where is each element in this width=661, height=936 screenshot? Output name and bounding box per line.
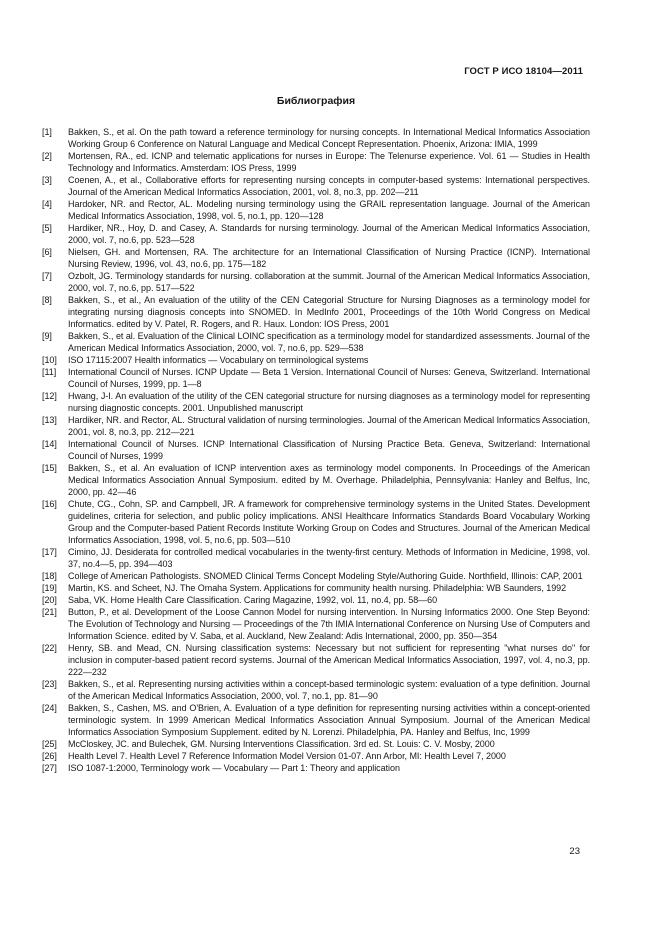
reference-number: [12] [42, 391, 57, 401]
bibliography-list [42, 126, 590, 774]
reference-number: [27] [42, 763, 57, 773]
reference-text: Bakken, S., et al. An evaluation of ICNP intervention axes as terminology model components. In Proceedings of the American Medical Informatics Association Annual Symposium. edited by M. Overhage. Philadelphia, Pennsylvania: Hanley and Belfus, Inc, 2000, pp. 42—46 [68, 463, 590, 497]
reference-text: Martin, KS. and Scheet, NJ. The Omaha System. Applications for community health nursing. Philadelphia: WB Saunders, 1992 [68, 583, 567, 593]
reference-number: [16] [42, 499, 57, 509]
reference-text: Bakken, S., et al. On the path toward a reference terminology for nursing concepts. In International Medical Informatics Association Working Group 6 Conference on Natural Language and Medical Concept Representation. Phoenix, Arizona: IMIA, 1999 [68, 127, 590, 149]
reference-number: [15] [42, 463, 57, 473]
reference-item [42, 582, 590, 594]
reference-number: [6] [42, 247, 52, 257]
reference-item [42, 330, 590, 354]
reference-item [42, 498, 590, 546]
reference-item [42, 570, 590, 582]
reference-text: Hardiker, NR. and Rector, AL. Structural validation of nursing terminologies. Journal of the American Medical Informatics Association, 2001, vol. 8, no.3, pp. 212—221 [68, 415, 590, 437]
reference-number: [9] [42, 331, 52, 341]
reference-text: International Council of Nurses. ICNP Update — Beta 1 Version. International Council of Nurses: Geneva, Switzerland. International Council of Nurses, 1999, pp. 1—8 [68, 367, 590, 389]
reference-number: [22] [42, 643, 57, 653]
reference-item [42, 738, 590, 750]
reference-item [42, 294, 590, 330]
reference-number: [24] [42, 703, 57, 713]
reference-item [42, 222, 590, 246]
reference-number: [5] [42, 223, 52, 233]
reference-text: Nielsen, GH. and Mortensen, RA. The architecture for an International Classification of Nursing Practice (ICNP). International Nursing Review, 1996, vol. 43, no.6, pp. 175—182 [68, 247, 590, 269]
reference-item [42, 390, 590, 414]
reference-item [42, 354, 590, 366]
reference-text: Bakken, S., et al. Representing nursing activities within a concept-based terminologic system: evaluation of a type definition. Journal of the American Medical Informatics Association, 2000, vol. 7, no.1, pp. 81—90 [68, 679, 590, 701]
reference-number: [1] [42, 127, 52, 137]
reference-number: [14] [42, 439, 57, 449]
reference-text: Chute, CG., Cohn, SP. and Campbell, JR. A framework for comprehensive terminology systems in the United States. Development guidelines, criteria for selection, and public policy implications. ANSI Healthcare Informatics Standards Board Vocabulary Working Group and the Computer-based Patient Records Institute Working Group on Codes and Structures. Journal of the American Medical Informatics Association, 1998, vol. 5, no.6, pp. 503—510 [68, 499, 590, 545]
reference-item [42, 414, 590, 438]
reference-number: [19] [42, 583, 57, 593]
reference-number: [17] [42, 547, 57, 557]
reference-item [42, 126, 590, 150]
reference-text: Coenen, A., et al., Collaborative efforts for representing nursing concepts in computer-based systems: International perspectives. Journal of the American Medical Informatics Association, 2001, vol. 8, no.3, pp. 202—211 [68, 175, 590, 197]
reference-text: ISO 17115:2007 Health informatics — Vocabulary on terminological systems [68, 355, 369, 365]
reference-number: [2] [42, 151, 52, 161]
page-title: Библиография [276, 95, 356, 107]
reference-item [42, 438, 590, 462]
reference-text: Ozbolt, JG. Terminology standards for nursing. collaboration at the summit. Journal of the American Medical Informatics Association, 2000, vol. 7, no.6, pp. 517—522 [68, 271, 590, 293]
reference-item [42, 750, 590, 762]
reference-text: ISO 1087-1:2000, Terminology work — Vocabulary — Part 1: Theory and application [68, 763, 400, 773]
reference-item [42, 366, 590, 390]
reference-text: International Council of Nurses. ICNP International Classification of Nursing Practice Beta. Geneva, Switzerland: International Council of Nurses, 1999 [68, 439, 590, 461]
reference-item [42, 198, 590, 222]
reference-text: Saba, VK. Home Health Care Classification. Caring Magazine, 1992, vol. 11, no.4, pp. 58—60 [68, 595, 438, 605]
reference-number: [23] [42, 679, 57, 689]
reference-number: [21] [42, 607, 57, 617]
reference-text: Health Level 7. Health Level 7 Reference Information Model Version 01-07. Ann Arbor, MI: Health Level 7, 2000 [68, 751, 506, 761]
reference-text: Hardoker, NR. and Rector, AL. Modeling nursing terminology using the GRAIL representation language. Journal of the American Medical Informatics Association, 1998, vol. 5, no.1, pp. 120—128 [68, 199, 590, 221]
page-number: 23 [569, 846, 580, 857]
reference-item [42, 594, 590, 606]
reference-text: Bakken, S., Cashen, MS. and O'Brien, A. Evaluation of a type definition for representing nursing activities within a concept-oriented terminologic system. In 1999 American Medical Informatics Association Annual Symposium. Journal of the American Medical Informatics Association Symposium Supplement. edited by N. Lorenzi. Philadelphia, PA. Hanley and Belfus, Inc, 1999 [68, 703, 590, 737]
reference-item [42, 270, 590, 294]
reference-number: [18] [42, 571, 57, 581]
reference-text: McCloskey, JC. and Bulechek, GM. Nursing Interventions Classification. 3rd ed. St. Louis: C. V. Mosby, 2000 [68, 739, 495, 749]
reference-number: [26] [42, 751, 57, 761]
reference-item [42, 702, 590, 738]
reference-item [42, 678, 590, 702]
reference-number: [11] [42, 367, 57, 377]
reference-text: Mortensen, RA., ed. ICNP and telematic applications for nurses in Europe: The Telenurse experience. Vol. 61 — Studies in Health Technology and Informatics. Amsterdam: IOS Press, 1999 [68, 151, 590, 173]
reference-item [42, 150, 590, 174]
reference-item [42, 606, 590, 642]
reference-number: [20] [42, 595, 57, 605]
reference-number: [4] [42, 199, 52, 209]
reference-item [42, 546, 590, 570]
reference-text: Hwang, J-I. An evaluation of the utility of the CEN categorial structure for nursing diagnoses as a terminology model for representing nursing diagnostic concepts. 2001. Unpublished manuscript [68, 391, 590, 413]
reference-text: Henry, SB. and Mead, CN. Nursing classification systems: Necessary but not sufficient for representing "what nurses do" for inclusion in computer-based patient record systems. Journal of the American Medical Informatics Association, 1997, vol. 4, no.3, pp. 222—232 [68, 643, 590, 677]
reference-text: Cimino, JJ. Desiderata for controlled medical vocabularies in the twenty-first century. Methods of Information in Medicine, 1998, vol. 37, no.4—5, pp. 394—403 [68, 547, 590, 569]
reference-number: [3] [42, 175, 52, 185]
reference-item [42, 462, 590, 498]
reference-text: Hardiker, NR., Hoy, D. and Casey, A. Standards for nursing terminology. Journal of the American Medical Informatics Association, 2000, vol. 7, no.6, pp. 523—528 [68, 223, 590, 245]
reference-item [42, 762, 590, 774]
reference-item [42, 642, 590, 678]
reference-number: [13] [42, 415, 57, 425]
reference-item [42, 246, 590, 270]
reference-text: Button, P., et al. Development of the Loose Cannon Model for nursing intervention. In Nursing Informatics 2000. One Step Beyond: The Evolution of Technology and Nursing — Proceedings of the 7th IMIA International Conference on Nursing Use of Computers and Information Science. edited by V. Saba, et al. Auckland, New Zealand: Adis International, 2000, pp. 350—354 [68, 607, 590, 641]
reference-number: [10] [42, 355, 57, 365]
reference-text: Bakken, S., et al., An evaluation of the utility of the CEN Categorial Structure for Nursing Diagnoses as a terminology model for integrating nursing diagnosis concepts into SNOMED. In MedInfo 2001, Proceedings of the 10th World Congress on Medical Informatics. edited by V. Patel, R. Rogers, and R. Haux. London: IOS Press, 2001 [68, 295, 590, 329]
reference-number: [25] [42, 739, 57, 749]
reference-text: College of American Pathologists. SNOMED Clinical Terms Concept Modeling Style/Authoring Guide. Northfield, Illinois: CAP, 2001 [68, 571, 583, 581]
reference-number: [8] [42, 295, 52, 305]
reference-number: [7] [42, 271, 52, 281]
reference-item [42, 174, 590, 198]
reference-text: Bakken, S., et al. Evaluation of the Clinical LOINC specification as a terminology model for standardized assessments. Journal of the American Medical Informatics Association, 2000, vol. 7, no.6, pp. 529—538 [68, 331, 590, 353]
standard-code-header: ГОСТ Р ИСО 18104—2011 [464, 66, 583, 77]
